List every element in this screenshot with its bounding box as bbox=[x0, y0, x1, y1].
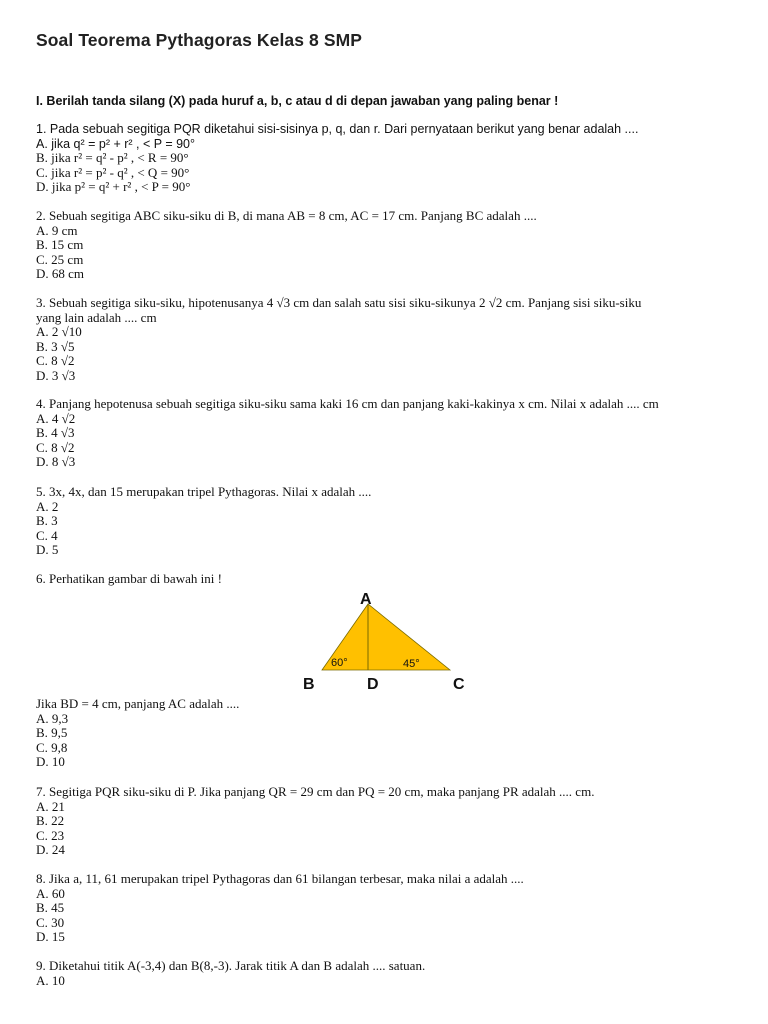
option-b: B. 22 bbox=[36, 813, 65, 828]
option-c: C. 30 bbox=[36, 914, 65, 930]
question-stem: 3. Sebuah segitiga siku-siku, hipotenusanya 4 √3 cm dan salah satu sisi siku-sikunya 2 √2 cm. Panjang sisi siku-siku bbox=[36, 295, 642, 310]
question-stem: 2. Sebuah segitiga ABC siku-siku di B, di mana AB = 8 cm, AC = 17 cm. Panjang BC adalah .... bbox=[36, 208, 537, 223]
question-5 bbox=[36, 485, 756, 558]
option-d: D. 10 bbox=[36, 754, 65, 769]
vertex-label-a: A bbox=[360, 591, 372, 608]
option-d: D. 68 cm bbox=[36, 266, 85, 281]
question-6-body bbox=[36, 697, 756, 770]
option-a: A. 2 bbox=[36, 498, 59, 514]
option-c: C. 9,8 bbox=[36, 739, 68, 755]
option-c: C. 8 √2 bbox=[36, 439, 75, 455]
option-d: D. 15 bbox=[36, 929, 65, 944]
option-a: A. 60 bbox=[36, 885, 65, 901]
question-4 bbox=[36, 397, 756, 470]
triangle-figure bbox=[300, 588, 480, 694]
question-stem: 1. Pada sebuah segitiga PQR diketahui sisi-sisinya p, q, dan r. Dari pernyataan berikut yang benar adalah .... bbox=[36, 122, 639, 136]
question-1 bbox=[36, 122, 756, 195]
option-a: A. 9 cm bbox=[36, 222, 78, 238]
question-stem: 4. Panjang hepotenusa sebuah segitiga siku-siku sama kaki 16 cm dan panjang kaki-kakinya x cm. Nilai x adalah .... cm bbox=[36, 396, 659, 411]
question-stem: Jika BD = 4 cm, panjang AC adalah .... bbox=[36, 696, 240, 711]
option-b: B. 9,5 bbox=[36, 725, 68, 740]
vertex-label-b: B bbox=[303, 676, 315, 693]
option-b: B. 15 cm bbox=[36, 237, 84, 252]
option-a: A. 4 √2 bbox=[36, 410, 76, 426]
option-a: A. 2 √10 bbox=[36, 324, 82, 339]
question-stem: 7. Segitiga PQR siku-siku di P. Jika panjang QR = 29 cm dan PQ = 20 cm, maka panjang PR adalah .... cm. bbox=[36, 784, 595, 799]
option-c: C. 8 √2 bbox=[36, 353, 75, 368]
question-stem: 8. Jika a, 11, 61 merupakan tripel Pythagoras dan 61 bilangan terbesar, maka nilai a adalah .... bbox=[36, 871, 524, 886]
option-b: B. 45 bbox=[36, 900, 65, 915]
question-stem: 6. Perhatikan gambar di bawah ini ! bbox=[36, 571, 222, 586]
option-d: D. 5 bbox=[36, 542, 59, 557]
angle-label-b: 60° bbox=[331, 657, 348, 669]
option-d: D. 24 bbox=[36, 842, 65, 857]
vertex-label-d: D bbox=[367, 676, 379, 693]
triangle-diagram bbox=[300, 588, 480, 694]
option-c: C. jika r² = p² - q² , < Q = 90° bbox=[36, 164, 190, 180]
option-d: D. 3 √3 bbox=[36, 367, 76, 383]
question-7 bbox=[36, 785, 756, 858]
question-2 bbox=[36, 209, 756, 282]
option-c: C. 25 cm bbox=[36, 251, 84, 267]
question-8 bbox=[36, 872, 756, 945]
option-a: A. 21 bbox=[36, 798, 65, 814]
question-stem: 5. 3x, 4x, dan 15 merupakan tripel Pythagoras. Nilai x adalah .... bbox=[36, 484, 372, 499]
page-title: Soal Teorema Pythagoras Kelas 8 SMP bbox=[36, 30, 363, 50]
option-b: B. 3 √5 bbox=[36, 338, 75, 354]
option-c: C. 23 bbox=[36, 827, 65, 843]
question-9 bbox=[36, 959, 756, 988]
option-d: D. 8 √3 bbox=[36, 454, 76, 469]
angle-label-c: 45° bbox=[403, 658, 420, 670]
option-d: D. jika p² = q² + r² , < P = 90° bbox=[36, 179, 191, 194]
question-stem: 9. Diketahui titik A(-3,4) dan B(8,-3). Jarak titik A dan B adalah .... satuan. bbox=[36, 958, 426, 973]
question-stem-cont: yang lain adalah .... cm bbox=[36, 309, 157, 325]
option-c: C. 4 bbox=[36, 527, 58, 543]
option-a: A. 9,3 bbox=[36, 710, 69, 726]
option-a: A. 10 bbox=[36, 972, 65, 988]
instruction-text: I. Berilah tanda silang (X) pada huruf a, b, c atau d di depan jawaban yang paling benar ! bbox=[36, 94, 559, 108]
question-3 bbox=[36, 296, 756, 383]
option-b: B. 4 √3 bbox=[36, 425, 75, 440]
vertex-label-c: C bbox=[453, 676, 465, 693]
option-a: A. jika q² = p² + r² , < P = 90° bbox=[36, 136, 196, 151]
question-6 bbox=[36, 572, 756, 587]
option-b: B. 3 bbox=[36, 513, 58, 528]
option-b: B. jika r² = q² - p² , < R = 90° bbox=[36, 150, 189, 165]
